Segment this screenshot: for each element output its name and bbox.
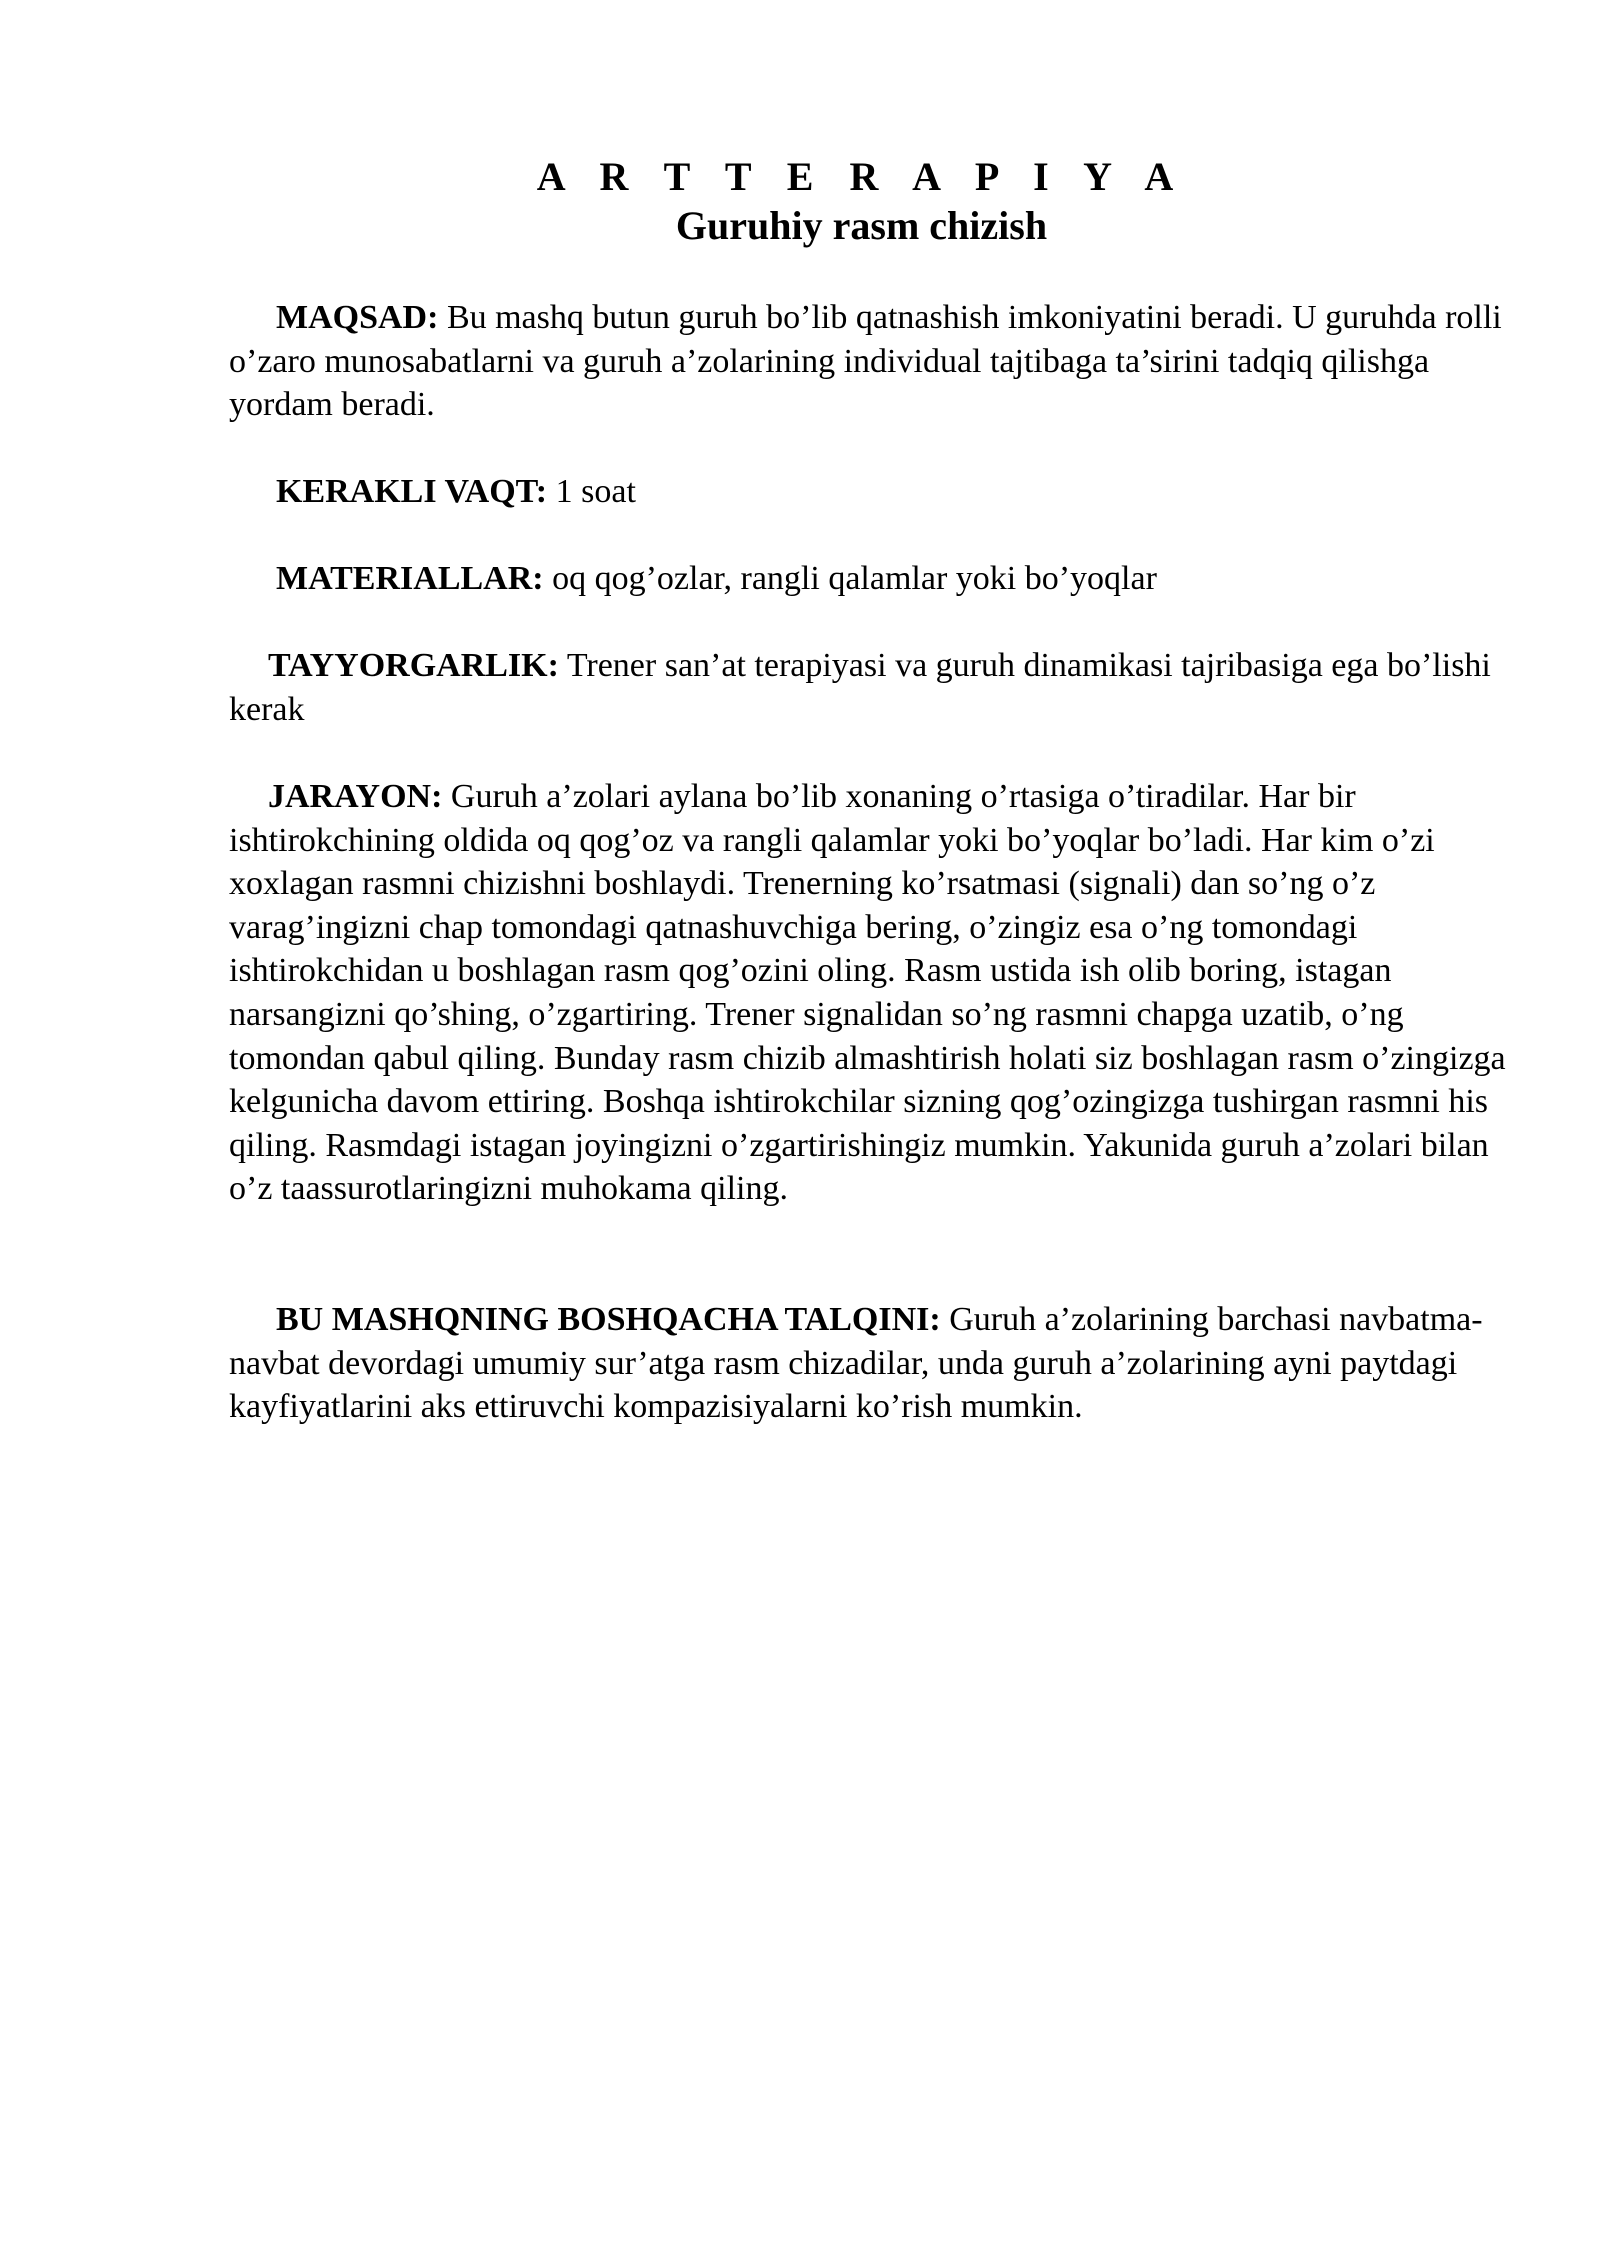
section-tayyorgarlik [229,644,1519,731]
section-text: oq qog’ozlar, rangli qalamlar yoki bo’yoqlar [543,560,1157,597]
section-jarayon [229,775,1519,1211]
section-text: Bu mashq butun guruh bo’lib qatnashish imkoniyatini beradi. U guruhda rolli o’zaro munosabatlarni va guruh a’zolarining individual tajtibaga ta’sirini tadqiq qilishga yordam beradi. [229,299,1502,424]
section-text: Trener san’at terapiyasi va guruh dinamikasi tajribasiga ega bo’lishi kerak [229,647,1491,728]
section-text: 1 soat [547,473,636,510]
section-label: BU MASHQNING BOSHQACHA TALQINI: [276,1301,941,1338]
section-text: Guruh a’zolarining barchasi navbatma-navbat devordagi umumiy sur’atga rasm chizadilar, unda guruh a’zolarining ayni paytdagi kayfiyatlarini aks ettiruvchi kompazisiyalarni ko’rish mumkin. [229,1301,1483,1426]
section-maqsad [229,296,1519,427]
section-label: JARAYON: [268,778,443,815]
paragraph [229,296,1519,427]
section-label: KERAKLI VAQT: [276,473,548,510]
section-kerakli-vaqt [229,470,1519,514]
section-label: MATERIALLAR: [276,560,544,597]
section-label: TAYYORGARLIK: [268,647,559,684]
paragraph [229,470,1519,514]
document-subtitle: Guruhiy rasm chizish [675,203,1048,248]
paragraph [229,644,1519,731]
section-text: Guruh a’zolari aylana bo’lib xonaning o’rtasiga o’tiradilar. Har bir ishtirokchining oldida oq qog’oz va rangli qalamlar yoki bo’yoqlar bo’ladi. Har kim o’zi xoxlagan rasmni chizishni boshlaydi. Trenerning ko’rsatmasi (signali) dan so’ng o’z varag’ingizni chap tomondagi qatnashuvchiga bering, o’zingiz esa o’ng tomondagi ishtirokchidan u boshlagan rasm qog’ozini oling. Rasm ustida ish olib boring, istagan narsangizni qo’shing, o’zgartiring. Trener signalidan so’ng rasmni chapga uzatib, o’ng tomondan qabul qiling. Bunday rasm chizib almashtirish holati siz boshlagan rasm o’zingizga kelgunicha davom ettiring. Boshqa ishtirokchilar sizning qog’ozingizga tushirgan rasmni his qiling. Rasmdagi istagan joyingizni o’zgartirishingiz mumkin. Yakunida guruh a’zolari bilan o’z taassurotlaringizni muhokama qiling. [229,778,1506,1208]
paragraph [229,775,1519,1211]
section-materiallar [229,557,1519,601]
document-title: A R T T E R A P I Y A [536,154,1187,199]
paragraph [229,1298,1519,1429]
section-label: MAQSAD: [276,299,439,336]
section-boshqacha-talqini [229,1298,1519,1429]
paragraph [229,557,1519,601]
